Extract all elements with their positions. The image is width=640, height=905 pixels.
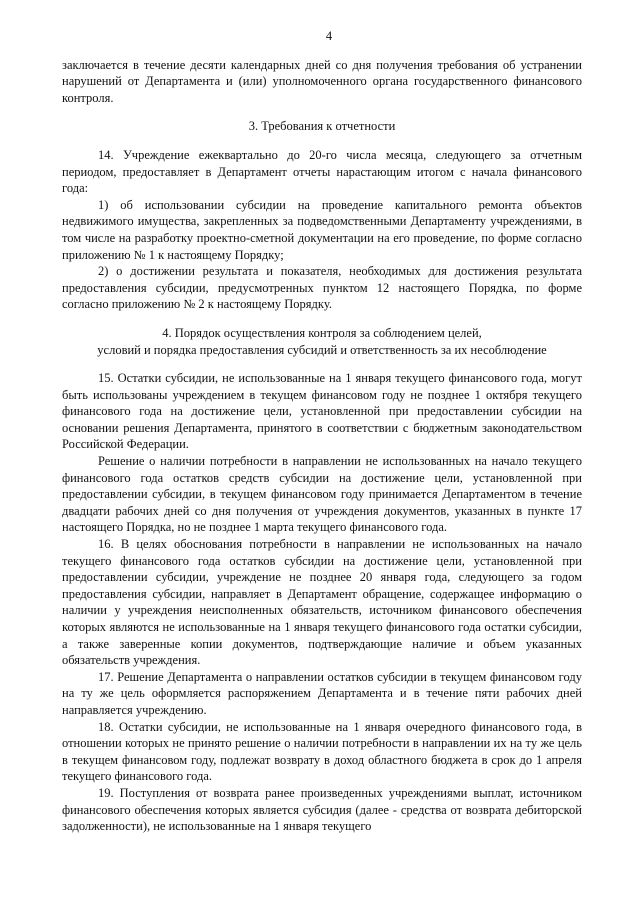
section-4-title xyxy=(62,325,582,358)
section-4-title-line-1: 4. Порядок осуществления контроля за соблюдением целей, xyxy=(162,325,482,340)
paragraph-18: 18. Остатки субсидии, не использованные на 1 января очередного финансового года, в отношении которых не принято решение о наличии потребности в направлении их на ту же цель в текущем финансовом году, подлежат возврату в доход областного бюджета в срок до 1 апреля текущего финансового года. xyxy=(62,719,582,784)
paragraph-15-decision: Решение о наличии потребности в направлении не использованных на начало текущего финансового года остатков средств субсидии на достижение цели, установленной при предоставлении субсидии, в текущем финансовом году принимается Департаментом в течение двадцати рабочих дней со дня получения от учреждения документов, указанных в пункте 17 настоящего Порядка, но не позднее 1 марта текущего финансового года. xyxy=(62,454,582,535)
section-3-title: 3. Требования к отчетности xyxy=(248,119,396,134)
document-page xyxy=(62,28,582,835)
paragraph-17: 17. Решение Департамента о направлении остатков субсидии в текущем финансовом году на ту же цель оформляется распоряжением Департамента и в течение пяти рабочих дней направляется учреждению. xyxy=(62,669,582,717)
paragraph-16: 16. В целях обоснования потребности в направлении не использованных на начало текущего финансового года остатков субсидии на достижение цели, установленной при предоставлении субсидии, учреждение не позднее 20 января года, следующего за годом предоставления субсидии, направляет в Департамент обращение, содержащее информацию о наличии у учреждения неисполненных обязательств, источником финансового обеспечения которых являются не использованные на 1 января текущего финансового года остатки субсидии, а также заверенные копии документов, подтверждающие наличие и объем указанных обязательств учреждения. xyxy=(62,537,582,668)
paragraph-15: 15. Остатки субсидии, не использованные на 1 января текущего финансового года, могут быть использованы учреждением в текущем финансовом году не позднее 1 октября текущего финансового года на достижение цели, установленной при предоставлении субсидии на основании решения Департамента, принятого в соответствии с бюджетным законодательством Российской Федерации. xyxy=(62,371,582,452)
section-4-title-line-2: условий и порядка предоставления субсидий и ответственность за их несоблюдение xyxy=(97,342,547,357)
intro-paragraph: заключается в течение десяти календарных дней со дня получения требования об устранении нарушений от Департамента и (или) уполномоченного органа государственного финансового контроля. xyxy=(62,57,582,105)
paragraph-14-item-2: 2) о достижении результата и показателя, необходимых для достижения результата предоставления субсидии, предусмотренных пунктом 12 настоящего Порядка, по форме согласно приложению № 2 к настоящему Порядку. xyxy=(62,264,582,312)
paragraph-19: 19. Поступления от возврата ранее произведенных учреждениями выплат, источником финансового обеспечения которых является субсидия (далее - средства от возврата дебиторской задолженности), не использованные на 1 января текущего xyxy=(62,785,582,834)
page-number: 4 xyxy=(325,29,333,43)
paragraph-14: 14. Учреждение ежеквартально до 20-го числа месяца, следующего за отчетным периодом, предоставляет в Департамент отчеты нарастающим итогом с начала финансового года: xyxy=(62,147,582,196)
paragraph-14-item-1: 1) об использовании субсидии на проведение капитального ремонта объектов недвижимого имущества, закрепленных за подведомственными Департаменту учреждениями, в том числе на разработку проектно-сметной документации на его проведение, по форме согласно приложению № 1 к настоящему Порядку; xyxy=(62,197,582,262)
